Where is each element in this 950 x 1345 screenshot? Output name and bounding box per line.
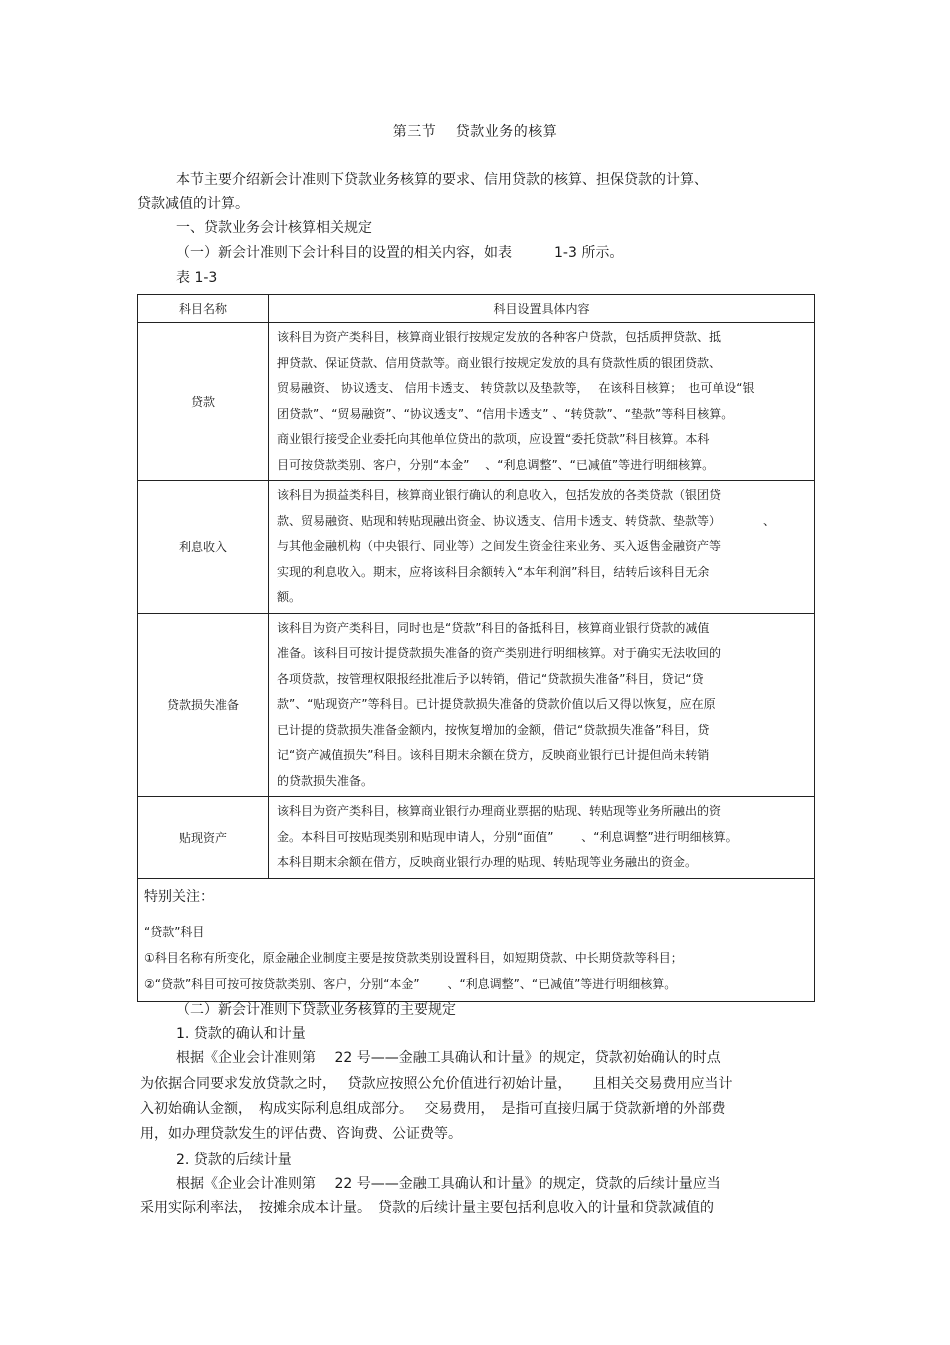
sub2-line: 根据《企业会计准则第 22 号——金融工具确认和计量》的规定，贷款的后续计量应当 bbox=[176, 1176, 721, 1192]
row-name-cell: 贷款 bbox=[138, 323, 269, 481]
intro-line-1: 本节主要介绍新会计准则下贷款业务核算的要求、信用贷款的核算、担保贷款的计算、 bbox=[176, 172, 708, 188]
sub1-line: 根据《企业会计准则第 22 号——金融工具确认和计量》的规定，贷款初始确认的时点 bbox=[176, 1050, 721, 1066]
row-content-cell bbox=[269, 613, 815, 797]
content-line: 该科目为资产类科目，同时也是“贷款”科目的备抵科目，核算商业银行贷款的减值 bbox=[277, 620, 710, 635]
table-row bbox=[138, 797, 815, 879]
account-settings-table bbox=[137, 294, 815, 1002]
row-name-cell: 贴现资产 bbox=[138, 797, 269, 879]
content-line: 金。本科目可按贴现类别和贴现申请人，分别“面值” 、“利息调整”进行明细核算。 bbox=[277, 829, 738, 844]
content-line: 目可按贷款类别、客户，分别“本金” 、“利息调整”、“已减值”等进行明细核算。 bbox=[277, 457, 715, 472]
table-header-row bbox=[138, 295, 815, 323]
content-line: 与其他金融机构（中央银行、同业等）之间发生资金往来业务、买入返售金融资产等 bbox=[277, 539, 722, 553]
table-label: 表 1-3 bbox=[176, 270, 218, 286]
sub2-line: 采用实际利率法， 按摊余成本计量。 贷款的后续计量主要包括利息收入的计量和贷款减值的 bbox=[140, 1200, 714, 1216]
sub1-line: 用，如办理贷款发生的评估费、咨询费、公证费等。 bbox=[140, 1126, 462, 1142]
heading-1-2: （二）新会计准则下贷款业务核算的主要规定 bbox=[176, 1002, 456, 1018]
section-title: 第三节 贷款业务的核算 bbox=[392, 124, 558, 140]
intro-line-2: 贷款减值的计算。 bbox=[137, 196, 249, 212]
sub1-title: 1. 贷款的确认和计量 bbox=[176, 1026, 306, 1042]
content-line: 押贷款、保证贷款、信用贷款等。商业银行按规定发放的具有贷款性质的银团贷款、 bbox=[277, 355, 722, 370]
table-header-cell: 科目设置具体内容 bbox=[269, 295, 815, 323]
content-line: 记“资产减值损失”科目。该科目期末余额在贷方，反映商业银行已计提但尚未转销 bbox=[277, 748, 710, 762]
note-line: ②“贷款”科目可按可按贷款类别、客户，分别“本金” 、“利息调整”、“已减值”等进行明细核算。 bbox=[144, 976, 677, 991]
row-content-cell bbox=[269, 481, 815, 614]
content-line: 已计提的贷款损失准备金额内，按恢复增加的金额，借记“贷款损失准备”科目，贷 bbox=[277, 722, 710, 737]
table-row bbox=[138, 481, 815, 614]
row-name-cell: 贷款损失准备 bbox=[138, 613, 269, 797]
sub1-line: 入初始确认金额， 构成实际利息组成部分。 交易费用， 是指可直接归属于贷款新增的外部费 bbox=[140, 1101, 726, 1117]
content-line: 该科目为资产类科目，核算商业银行办理商业票据的贴现、转贴现等业务所融出的资 bbox=[277, 804, 722, 818]
content-line: 商业银行接受企业委托向其他单位贷出的款项，应设置“委托贷款”科目核算。本科 bbox=[277, 432, 710, 446]
row-content-cell bbox=[269, 323, 815, 481]
content-line: 贸易融资、 协议透支、 信用卡透支、 转贷款以及垫款等， 在该科目核算； 也可单设“银 bbox=[277, 381, 755, 395]
note-line: “贷款”科目 bbox=[144, 924, 205, 939]
content-line: 额。 bbox=[277, 590, 302, 604]
table-row bbox=[138, 613, 815, 797]
special-note-cell bbox=[138, 878, 815, 1001]
sub2-title: 2. 贷款的后续计量 bbox=[176, 1152, 292, 1168]
content-line: 款、贸易融资、贴现和转贴现融出资金、协议透支、信用卡透支、转贷款、垫款等） 、 bbox=[277, 513, 776, 528]
content-line: 实现的利息收入。期末，应将该科目余额转入“本年利润”科目，结转后该科目无余 bbox=[277, 564, 710, 579]
table-row bbox=[138, 323, 815, 481]
table-header-cell: 科目名称 bbox=[138, 295, 269, 323]
row-name-cell: 利息收入 bbox=[138, 481, 269, 614]
content-line: 该科目为资产类科目，核算商业银行按规定发放的各种客户贷款，包括质押贷款、抵 bbox=[277, 330, 722, 344]
heading-1-1: （一）新会计准则下会计科目的设置的相关内容，如表 1-3 所示。 bbox=[176, 245, 624, 261]
content-line: 该科目为损益类科目，核算商业银行确认的利息收入，包括发放的各类贷款（银团贷 bbox=[277, 488, 722, 502]
heading-1: 一、贷款业务会计核算相关规定 bbox=[176, 220, 372, 236]
note-title: 特别关注： bbox=[144, 888, 214, 905]
content-line: 团贷款”、“贸易融资”、“协议透支”、“信用卡透支” 、“转贷款”、“垫款”等科目核算。 bbox=[277, 406, 734, 421]
row-content-cell bbox=[269, 797, 815, 879]
content-line: 款”、“贴现资产”等科目。已计提贷款损失准备的贷款价值以后又得以恢复，应在原 bbox=[277, 697, 716, 711]
sub1-line: 为依据合同要求发放贷款之时， 贷款应按照公允价值进行初始计量， 且相关交易费用应当计 bbox=[140, 1076, 733, 1092]
note-line: ①科目名称有所变化，原金融企业制度主要是按贷款类别设置科目，如短期贷款、中长期贷款等科目； bbox=[144, 950, 683, 965]
content-line: 的贷款损失准备。 bbox=[277, 773, 374, 788]
content-line: 各项贷款，按管理权限报经批准后予以转销，借记“贷款损失准备”科目，贷记“贷 bbox=[277, 671, 704, 686]
content-line: 准备。该科目可按计提贷款损失准备的资产类别进行明细核算。对于确实无法收回的 bbox=[277, 646, 722, 660]
content-line: 本科目期末余额在借方，反映商业银行办理的贴现、转贴现等业务融出的资金。 bbox=[277, 855, 698, 869]
table-note-row bbox=[138, 878, 815, 1001]
